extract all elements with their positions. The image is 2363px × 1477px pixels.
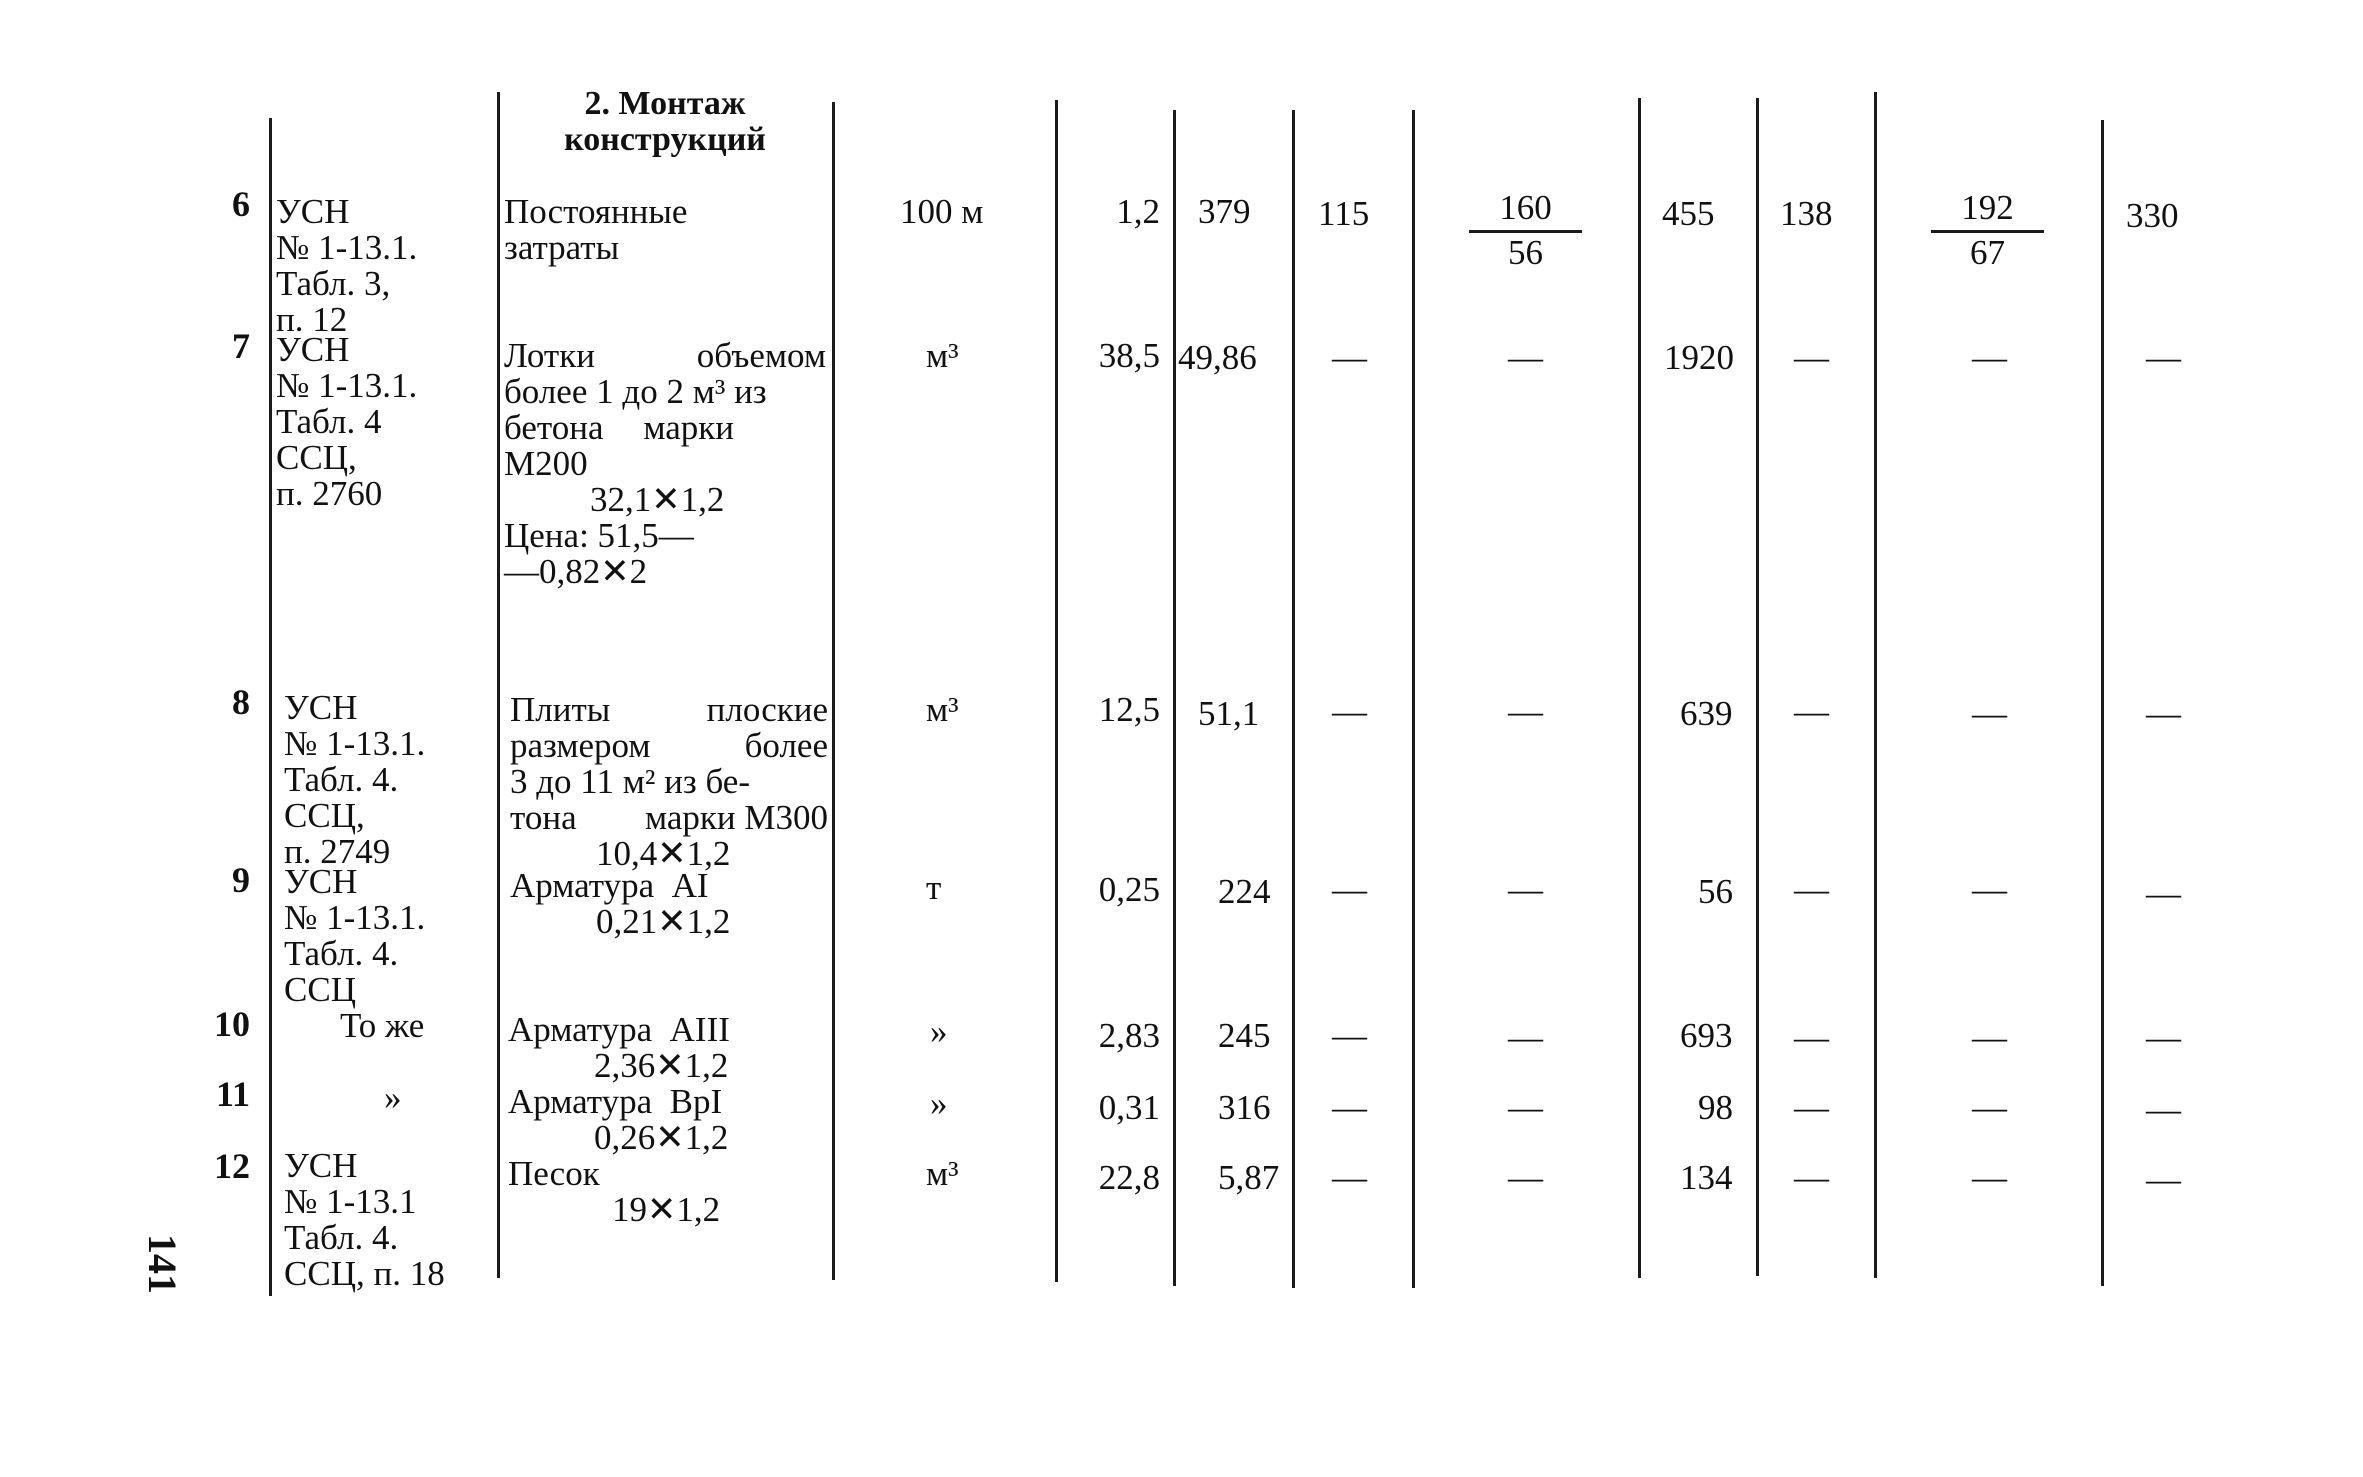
col-value: —: [1508, 1088, 1543, 1127]
source-line: № 1-13.1.: [284, 724, 426, 763]
col-value: 138: [1780, 194, 1833, 233]
column-divider: [1756, 98, 1759, 1276]
column-divider: [269, 118, 272, 1296]
col-value: —: [1794, 338, 1829, 377]
quantity: 0,31: [1098, 1088, 1160, 1127]
name-line: Постоянные: [504, 192, 688, 231]
col-value: —: [2146, 1090, 2181, 1129]
col-value: —: [1508, 1018, 1543, 1057]
quantity: 2,83: [1098, 1016, 1160, 1055]
col-value: —: [1794, 1088, 1829, 1127]
column-divider: [497, 92, 500, 1278]
source-line: п. 12: [276, 300, 348, 339]
name-line: М200: [504, 444, 588, 483]
name-word: плоские: [706, 690, 828, 729]
col-value: —: [1794, 1018, 1829, 1057]
item-name: [508, 1012, 730, 1084]
source-reference: »: [384, 1078, 402, 1117]
unit-price: 245: [1218, 1016, 1271, 1055]
name-word: марки: [643, 408, 734, 447]
source-line: УСН: [284, 688, 358, 727]
source-line: п. 2749: [284, 832, 391, 871]
item-name: [504, 338, 826, 590]
column-divider: [2101, 120, 2104, 1286]
source-line: № 1-13.1.: [276, 366, 418, 405]
column-divider: [1173, 110, 1176, 1286]
unit: 100 м: [900, 192, 984, 231]
unit-price: 5,87: [1218, 1158, 1280, 1197]
quantity: 38,5: [1098, 336, 1160, 375]
name-line: Арматура BpI: [508, 1082, 723, 1121]
name-word: размером: [510, 726, 651, 765]
col-value: —: [1972, 1088, 2007, 1127]
page-number: 141: [140, 1234, 185, 1294]
unit-price: 49,86: [1178, 338, 1257, 377]
source-line: № 1-13.1.: [276, 228, 418, 267]
unit: м³: [926, 336, 959, 375]
unit-price: 316: [1218, 1088, 1271, 1127]
column-divider: [1638, 98, 1641, 1278]
name-line: —0,82✕2: [504, 552, 648, 591]
source-line: Табл. 4: [276, 402, 382, 441]
name-word: марки М300: [644, 798, 828, 837]
quantity: 0,25: [1098, 870, 1160, 909]
quantity: 22,8: [1098, 1158, 1160, 1197]
item-name: [510, 692, 828, 872]
total-cost: 455: [1662, 194, 1715, 233]
row-number: 12: [214, 1146, 250, 1186]
name-line: более 1 до 2 м³ из: [504, 372, 767, 411]
col-value: —: [1972, 870, 2007, 909]
source-reference: [276, 194, 417, 338]
name-word: объемом: [696, 336, 826, 375]
col-value: —: [1972, 338, 2007, 377]
name-word: Плиты: [510, 690, 611, 729]
section-header-line: конструкций: [564, 121, 766, 158]
column-divider: [1055, 100, 1058, 1282]
unit-price: 51,1: [1198, 694, 1260, 733]
name-word: Лотки: [504, 336, 595, 375]
quantity: 12,5: [1098, 690, 1160, 729]
col-value: —: [1794, 1158, 1829, 1197]
row-number: 7: [232, 326, 250, 366]
name-formula: 19✕1,2: [612, 1190, 721, 1229]
total-cost: 134: [1680, 1158, 1733, 1197]
source-line: УСН: [284, 1146, 358, 1185]
name-line: Арматура AIII: [508, 1010, 730, 1049]
unit-price: 224: [1218, 872, 1271, 911]
name-line: затраты: [504, 228, 620, 267]
source-line: ССЦ,: [276, 438, 357, 477]
col-value: —: [1794, 870, 1829, 909]
fraction-value: [1418, 188, 1633, 273]
row-number: 9: [232, 860, 250, 900]
source-reference: [284, 1148, 445, 1292]
row-number: 8: [232, 682, 250, 722]
column-divider: [832, 102, 835, 1280]
total-cost: 1920: [1664, 338, 1734, 377]
source-line: ССЦ, п. 18: [284, 1254, 445, 1293]
unit: м³: [926, 1154, 959, 1193]
name-line: Арматура AI: [510, 866, 709, 905]
row-number: 6: [232, 184, 250, 224]
name-line: [510, 728, 828, 764]
item-name: [508, 1084, 728, 1156]
fraction-denominator: 67: [1970, 233, 2005, 272]
section-header-line: 2. Монтаж: [584, 85, 746, 122]
total-cost: 56: [1698, 872, 1733, 911]
source-reference: [284, 690, 425, 870]
col-value: —: [1972, 1018, 2007, 1057]
section-header: [500, 86, 830, 158]
source-line: УСН: [276, 330, 350, 369]
source-line: № 1-13.1: [284, 1182, 417, 1221]
name-line: [510, 692, 828, 728]
unit: т: [926, 868, 942, 907]
name-word: тона: [510, 798, 577, 837]
unit: м³: [926, 690, 959, 729]
name-formula: 10,4✕1,2: [596, 834, 731, 873]
column-divider: [1292, 110, 1295, 1288]
fraction-numerator: 192: [1931, 188, 2044, 233]
col-value: —: [2146, 694, 2181, 733]
name-line: [504, 410, 734, 446]
col-value: —: [2146, 1160, 2181, 1199]
col-value: —: [1332, 1158, 1367, 1197]
unit: »: [930, 1012, 948, 1051]
name-line: [510, 800, 828, 836]
col-value: —: [1332, 692, 1367, 731]
name-formula: 0,21✕1,2: [596, 902, 731, 941]
source-reference: [284, 864, 425, 1008]
source-line: Табл. 4.: [284, 934, 399, 973]
col-value: 115: [1318, 194, 1370, 233]
col-value: —: [1508, 1158, 1543, 1197]
name-line: 3 до 11 м² из бе-: [510, 762, 750, 801]
total-cost: 639: [1680, 694, 1733, 733]
source-reference: То же: [340, 1006, 425, 1045]
name-formula: 32,1✕1,2: [590, 480, 725, 519]
source-line: ССЦ,: [284, 796, 365, 835]
source-line: ССЦ: [284, 970, 356, 1009]
col-value: —: [1332, 338, 1367, 377]
total-cost: 98: [1698, 1088, 1733, 1127]
name-word: более: [744, 726, 828, 765]
col-value: —: [1508, 338, 1543, 377]
source-line: п. 2760: [276, 474, 383, 513]
col-value: 330: [2126, 196, 2179, 235]
fraction-denominator: 56: [1508, 233, 1543, 272]
source-line: № 1-13.1.: [284, 898, 426, 937]
name-formula: 2,36✕1,2: [594, 1046, 729, 1085]
col-value: —: [1508, 692, 1543, 731]
row-number: 11: [215, 1074, 250, 1114]
name-line: [504, 338, 826, 374]
col-value: —: [1794, 692, 1829, 731]
source-line: Табл. 3,: [276, 264, 391, 303]
column-divider: [1412, 110, 1415, 1288]
unit: »: [930, 1084, 948, 1123]
name-line: Песок: [508, 1154, 600, 1193]
name-line: Цена: 51,5—: [504, 516, 694, 555]
col-value: —: [1332, 870, 1367, 909]
col-value: —: [2146, 338, 2181, 377]
fraction-numerator: 160: [1469, 188, 1582, 233]
col-value: —: [1332, 1016, 1367, 1055]
source-line: Табл. 4.: [284, 1218, 399, 1257]
col-value: —: [1972, 1158, 2007, 1197]
name-word: бетона: [504, 408, 604, 447]
name-formula: 0,26✕1,2: [594, 1118, 729, 1157]
unit-price: 379: [1198, 192, 1251, 231]
col-value: —: [1332, 1088, 1367, 1127]
total-cost: 693: [1680, 1016, 1733, 1055]
col-value: —: [2146, 874, 2181, 913]
row-number: 10: [214, 1004, 250, 1044]
col-value: —: [2146, 1018, 2181, 1057]
source-line: Табл. 4.: [284, 760, 399, 799]
source-line: УСН: [276, 192, 350, 231]
column-divider: [1874, 92, 1877, 1278]
quantity: 1,2: [1116, 192, 1160, 231]
col-value: —: [1508, 870, 1543, 909]
col-value: —: [1972, 694, 2007, 733]
source-line: УСН: [284, 862, 358, 901]
item-name: [508, 1156, 720, 1228]
source-reference: [276, 332, 417, 512]
item-name: [510, 868, 730, 940]
fraction-value: [1880, 188, 2095, 273]
item-name: [504, 194, 687, 266]
